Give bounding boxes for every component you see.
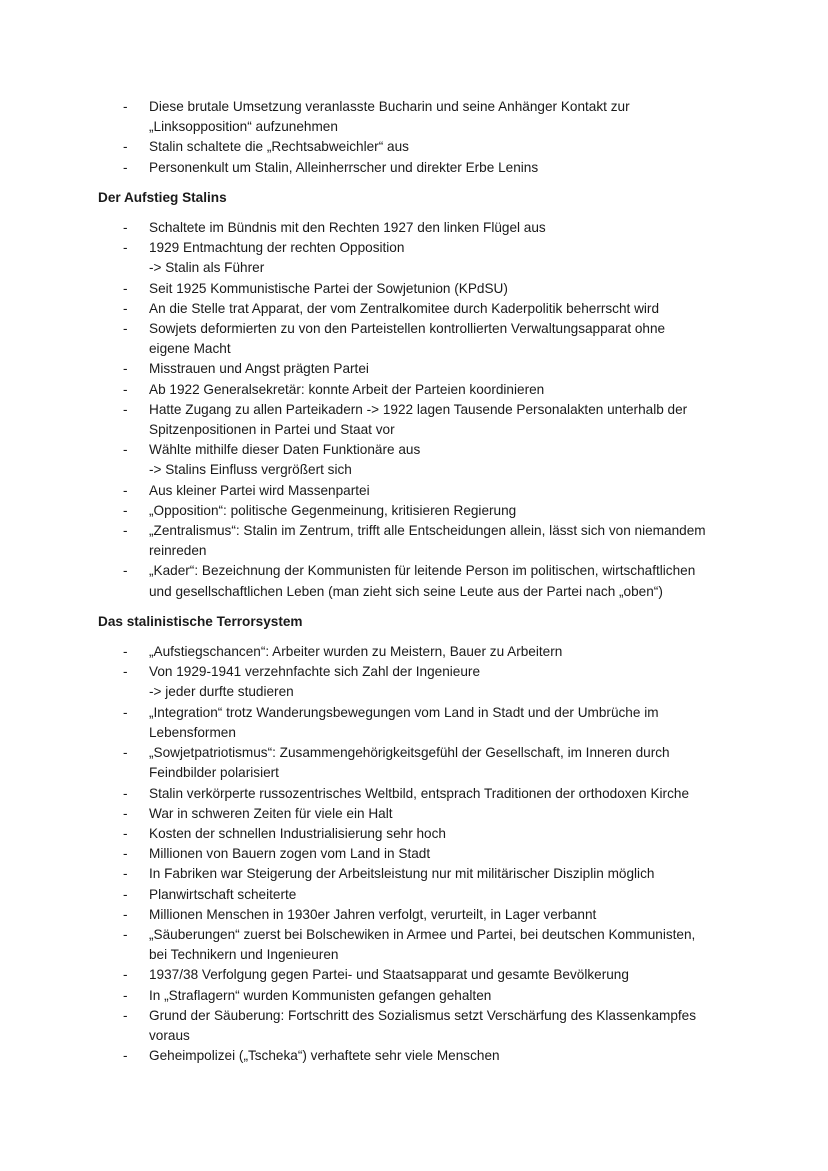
list-item (98, 965, 748, 985)
list-item-text: „Opposition“: politische Gegenmeinung, kritisieren Regierung (149, 502, 517, 518)
bullet-dash: - (123, 1048, 128, 1064)
list-item (98, 501, 748, 521)
list-item-text: -> Stalins Einfluss vergrößert sich (149, 462, 352, 478)
list-item-text: eigene Macht (149, 341, 231, 357)
list-item (98, 824, 748, 844)
list-item (98, 844, 748, 864)
bullet-dash: - (123, 866, 128, 882)
list-item-text: An die Stelle trat Apparat, der vom Zentralkomitee durch Kaderpolitik beherrscht wird (149, 300, 660, 316)
list-item-text: Aus kleiner Partei wird Massenpartei (149, 482, 370, 498)
bullet-dash: - (123, 159, 128, 175)
intro-list (98, 97, 748, 178)
bullet-dash: - (123, 926, 128, 942)
bullet-dash: - (123, 1007, 128, 1023)
list-item-text: Hatte Zugang zu allen Parteikadern -> 1922 lagen Tausende Personalakten unterhalb der (149, 401, 688, 417)
bullet-dash: - (123, 321, 128, 337)
bullet-dash: - (123, 381, 128, 397)
list-item-text: -> jeder durfte studieren (149, 684, 294, 700)
list-item-text: Diese brutale Umsetzung veranlasste Bucharin und seine Anhänger Kontakt zur (149, 99, 630, 114)
bullet-dash: - (123, 523, 128, 539)
list-item-text: War in schweren Zeiten für viele ein Halt (149, 805, 393, 821)
list-item-text: Millionen Menschen in 1930er Jahren verfolgt, verurteilt, in Lager verbannt (149, 906, 597, 922)
list-item-text: reinreden (149, 543, 207, 559)
list-item (98, 158, 748, 178)
aufstieg-list (98, 218, 748, 602)
list-item (98, 400, 748, 440)
bullet-dash: - (123, 220, 128, 236)
list-item (98, 299, 748, 319)
bullet-dash: - (123, 280, 128, 296)
list-item-text: Spitzenpositionen in Partei und Staat vor (149, 422, 395, 438)
bullet-dash: - (123, 99, 128, 114)
list-item-text: Sowjets deformierten zu von den Parteistellen kontrollierten Verwaltungsapparat ohne (149, 321, 666, 337)
list-item (98, 662, 748, 702)
bullet-dash: - (123, 664, 128, 680)
bullet-dash: - (123, 785, 128, 801)
list-item-text: Stalin verkörperte russozentrisches Weltbild, entsprach Traditionen der orthodoxen Kirche (149, 785, 689, 801)
bullet-dash: - (123, 482, 128, 498)
list-item-text: Personenkult um Stalin, Alleinherrscher und direkter Erbe Lenins (149, 159, 539, 175)
list-item (98, 864, 748, 884)
list-item-text: „Säuberungen“ zuerst bei Bolschewiken in Armee und Partei, bei deutschen Kommunisten, (149, 926, 696, 942)
list-item (98, 319, 748, 359)
list-item-text: „Sowjetpatriotismus“: Zusammengehörigkeitsgefühl der Gesellschaft, im Inneren durch (149, 745, 670, 761)
list-item-text: Millionen von Bauern zogen vom Land in Stadt (149, 846, 431, 862)
list-item (98, 784, 748, 804)
bullet-dash: - (123, 745, 128, 761)
list-item-text: Misstrauen und Angst prägten Partei (149, 361, 369, 377)
list-item-text: und gesellschaftlichen Leben (man zieht sich seine Leute aus der Partei nach „oben“) (149, 583, 663, 599)
list-item-text: Von 1929-1941 verzehnfachte sich Zahl der Ingenieure (149, 664, 481, 680)
list-item (98, 521, 748, 561)
list-item (98, 359, 748, 379)
list-item-text: In Fabriken war Steigerung der Arbeitsleistung nur mit militärischer Disziplin möglich (149, 866, 655, 882)
bullet-dash: - (123, 361, 128, 377)
list-item-text: bei Technikern und Ingenieuren (149, 947, 339, 963)
list-item-text: Lebensformen (149, 724, 236, 740)
terrorsystem-list (98, 642, 748, 1066)
list-item (98, 561, 748, 601)
list-item (98, 1046, 748, 1066)
bullet-dash: - (123, 704, 128, 720)
list-item-text: „Kader“: Bezeichnung der Kommunisten für leitende Person im politischen, wirtschaftlichen (149, 563, 696, 579)
list-item (98, 885, 748, 905)
list-item (98, 804, 748, 824)
list-item (98, 440, 748, 480)
list-item (98, 743, 748, 783)
bullet-dash: - (123, 442, 128, 458)
list-item (98, 925, 748, 965)
list-item (98, 1006, 748, 1046)
bullet-dash: - (123, 825, 128, 841)
list-item-text: 1937/38 Verfolgung gegen Partei- und Staatsapparat und gesamte Bevölkerung (149, 967, 629, 983)
list-item-text: „Linksopposition“ aufzunehmen (149, 119, 338, 135)
section-heading-terrorsystem: Das stalinistische Terrorsystem (98, 613, 303, 629)
list-item-text: „Zentralismus“: Stalin im Zentrum, trifft alle Entscheidungen allein, lässt sich von niemandem (149, 523, 706, 539)
bullet-dash: - (123, 886, 128, 902)
bullet-dash: - (123, 502, 128, 518)
list-item (98, 703, 748, 743)
list-item-text: In „Straflagern“ wurden Kommunisten gefangen gehalten (149, 987, 492, 1003)
section-heading-aufstieg: Der Aufstieg Stalins (98, 189, 227, 205)
list-item-text: -> Stalin als Führer (149, 260, 265, 276)
list-item-text: Grund der Säuberung: Fortschritt des Sozialismus setzt Verschärfung des Klassenkampfes (149, 1007, 697, 1023)
bullet-dash: - (123, 139, 128, 155)
list-item-text: Kosten der schnellen Industrialisierung sehr hoch (149, 825, 446, 841)
list-item (98, 97, 748, 137)
list-item-text: voraus (149, 1027, 190, 1043)
bullet-dash: - (123, 967, 128, 983)
list-item-text: Seit 1925 Kommunistische Partei der Sowjetunion (KPdSU) (149, 280, 508, 296)
bullet-dash: - (123, 401, 128, 417)
bullet-dash: - (123, 906, 128, 922)
list-item-text: „Aufstiegschancen“: Arbeiter wurden zu Meistern, Bauer zu Arbeitern (149, 644, 563, 660)
bullet-dash: - (123, 644, 128, 660)
list-item (98, 238, 748, 278)
list-item (98, 380, 748, 400)
list-item (98, 279, 748, 299)
list-item (98, 481, 748, 501)
bullet-dash: - (123, 987, 128, 1003)
list-item-text: Ab 1922 Generalsekretär: konnte Arbeit der Parteien koordinieren (149, 381, 545, 397)
list-item (98, 137, 748, 157)
bullet-dash: - (123, 846, 128, 862)
list-item-text: Schaltete im Bündnis mit den Rechten 1927 den linken Flügel aus (149, 220, 546, 236)
list-item (98, 642, 748, 662)
list-item (98, 986, 748, 1006)
list-item (98, 218, 748, 238)
list-item-text: Planwirtschaft scheiterte (149, 886, 297, 902)
list-item-text: Wählte mithilfe dieser Daten Funktionäre aus (149, 442, 421, 458)
bullet-dash: - (123, 805, 128, 821)
list-item (98, 905, 748, 925)
list-item-text: Feindbilder polarisiert (149, 765, 279, 781)
bullet-dash: - (123, 240, 128, 256)
bullet-dash: - (123, 300, 128, 316)
bullet-dash: - (123, 563, 128, 579)
list-item-text: „Integration“ trotz Wanderungsbewegungen vom Land in Stadt und der Umbrüche im (149, 704, 659, 720)
list-item-text: Geheimpolizei („Tscheka“) verhaftete sehr viele Menschen (149, 1048, 500, 1064)
list-item-text: Stalin schaltete die „Rechtsabweichler“ aus (149, 139, 409, 155)
list-item-text: 1929 Entmachtung der rechten Opposition (149, 240, 405, 256)
